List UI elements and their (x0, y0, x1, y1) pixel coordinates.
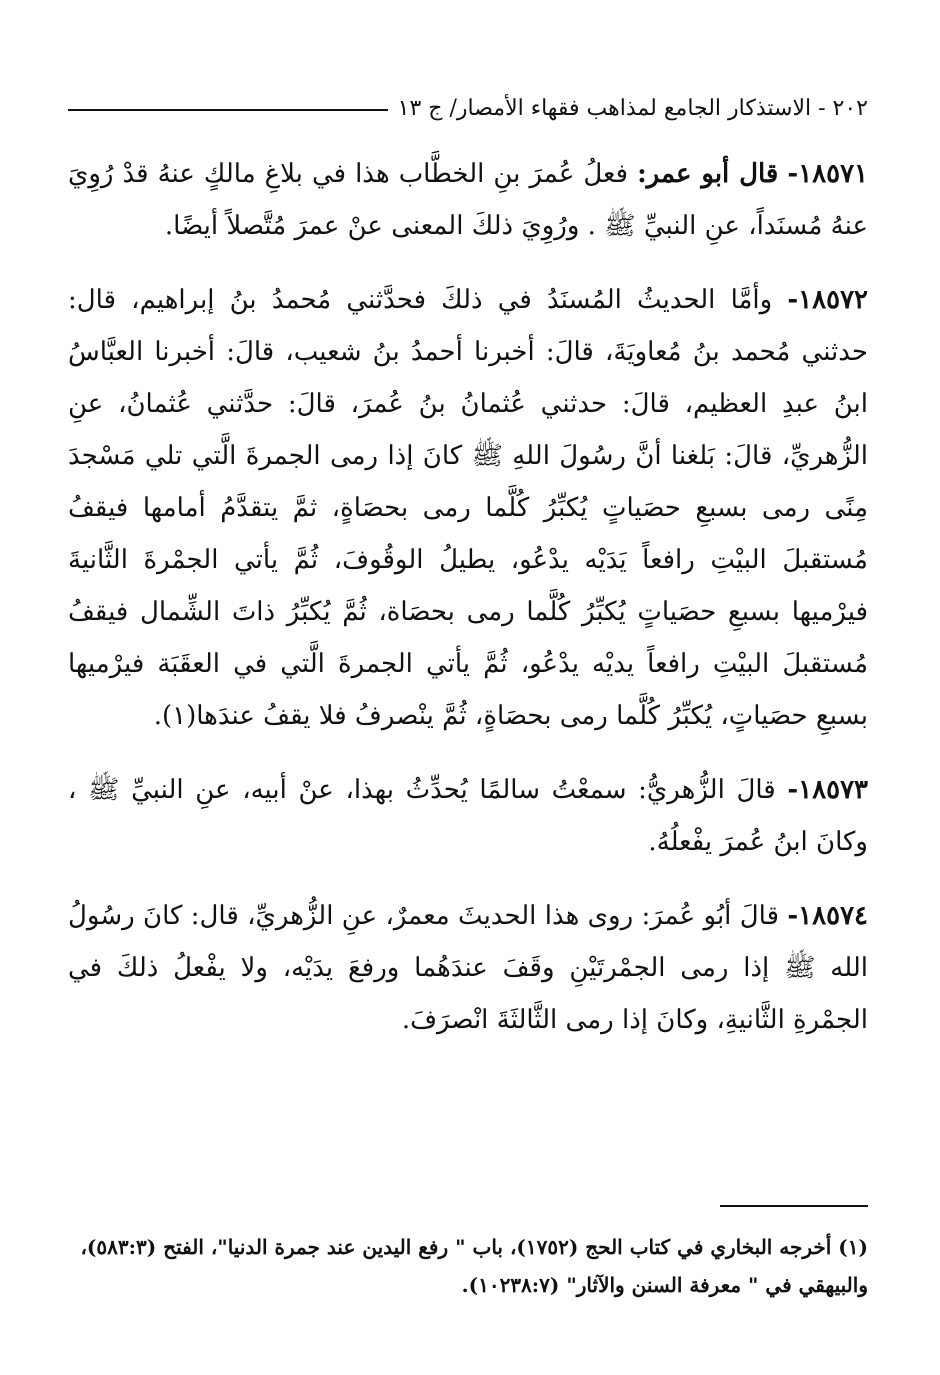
speaker-label: قال أبو عمر: (637, 159, 779, 189)
paragraph-text (68, 764, 868, 868)
footnote-1: (١) أخرجه البخاري في كتاب الحج (١٧٥٢)، باب " رفع اليدين عند جمرة الدنيا"، الفتح (٥٨٣:٣)، والبيهقي في " معرفة السنن والآثار" (١٠٢٣٨:٧). (80, 1235, 868, 1297)
page-header (68, 88, 868, 128)
footnotes (68, 1228, 868, 1304)
paragraph-number: ١٨٥٧٣- (787, 775, 868, 805)
paragraph-text (68, 890, 868, 1046)
paragraph-number: ١٨٥٧٢- (787, 285, 868, 315)
main-text (68, 148, 868, 1046)
paragraph-body: قالَ أبُو عُمرَ: روى هذا الحديثَ معمرٌ، عنِ الزُّهريِّ، قال: كانَ رسُولُ الله ﷺ إذا رمى الجمْرتَيْنِ وقَفَ عندَهُما ورفعَ يدَيْه، ولا يفْعلُ ذلكَ في الجمْرةِ الثَّانيةِ، وكانَ إذا رمى الثَّالثَةَ انْصرَفَ. (68, 901, 868, 1035)
header-rule (68, 109, 388, 111)
paragraph-body: فعلُ عُمرَ بنِ الخطَّاب هذا في بلاغِ مالكٍ عنهُ قدْ رُوِيَ عنهُ مُسنَداً، عنِ النبيِّ ﷺ . ورُوِيَ ذلكَ المعنى عنْ عمرَ مُتَّصلاً أيضًا. (68, 159, 868, 241)
paragraph-18574 (68, 890, 868, 1046)
paragraph-18573 (68, 764, 868, 868)
footnote-separator (720, 1205, 868, 1207)
paragraph-number: ١٨٥٧٤- (787, 901, 868, 931)
paragraph-number: ١٨٥٧١- (787, 159, 869, 189)
paragraph-text (68, 148, 868, 252)
paragraph-18571 (68, 148, 868, 252)
paragraph-18572 (68, 274, 868, 742)
running-title: ٢٠٢ - الاستذكار الجامع لمذاهب فقهاء الأمصار/ ج ١٣ (397, 95, 868, 121)
paragraph-text (68, 274, 868, 742)
paragraph-body: وأمَّا الحديثُ المُسنَدُ في ذلكَ فحدَّثني مُحمدُ بنُ إبراهيم، قال: حدثني مُحمد بنُ مُعاويَةَ، قالَ: أخبرنا أحمدُ بنُ شعيب، قالَ: أخبرنا العبَّاسُ ابنُ عبدِ العظيم، قالَ: حدثني عُثمانُ بنُ عُمرَ، قالَ: حدَّثني عُثمانُ، عنِ الزُّهريِّ، قالَ: بَلغنا أنَّ رسُولَ اللهِ ﷺ كانَ إذا رمى الجمرةَ الَّتي تلي مَسْجدَ مِنًى رمى بسبعِ حصَياتٍ يُكبِّرُ كُلَّما رمى بحصَاةٍ، ثمَّ يتقدَّمُ أمامها فيقفُ مُستقبلَ البيْتِ رافعاً يَدَيْه يدْعُو، يطيلُ الوقُوفَ، ثُمَّ يأتي الجمْرةَ الثَّانيةَ فيرْميها بسبعِ حصَياتٍ يُكبِّرُ كُلَّما رمى بحصَاة، ثُمَّ يُكبِّرُ ذاتَ الشِّمال فيقفُ مُستقبلَ البيْتِ رافعاً يديْه يدْعُو، ثُمَّ يأتي الجمرةَ الَّتي في العقَبَة فيرْميها بسبعِ حصَياتٍ، يُكبِّرُ كُلَّما رمى بحصَاةٍ، ثُمَّ ينْصرفُ فلا يقفُ عندَها (68, 285, 868, 731)
footnote-reference[interactable]: (١). (153, 701, 197, 731)
paragraph-body: قالَ الزُّهريُّ: سمعْتُ سالمًا يُحدِّثُ بهذا، عنْ أبيه، عنِ النبيِّ ﷺ ، وكانَ ابنُ عُمرَ يفْعلُهُ. (68, 775, 868, 857)
